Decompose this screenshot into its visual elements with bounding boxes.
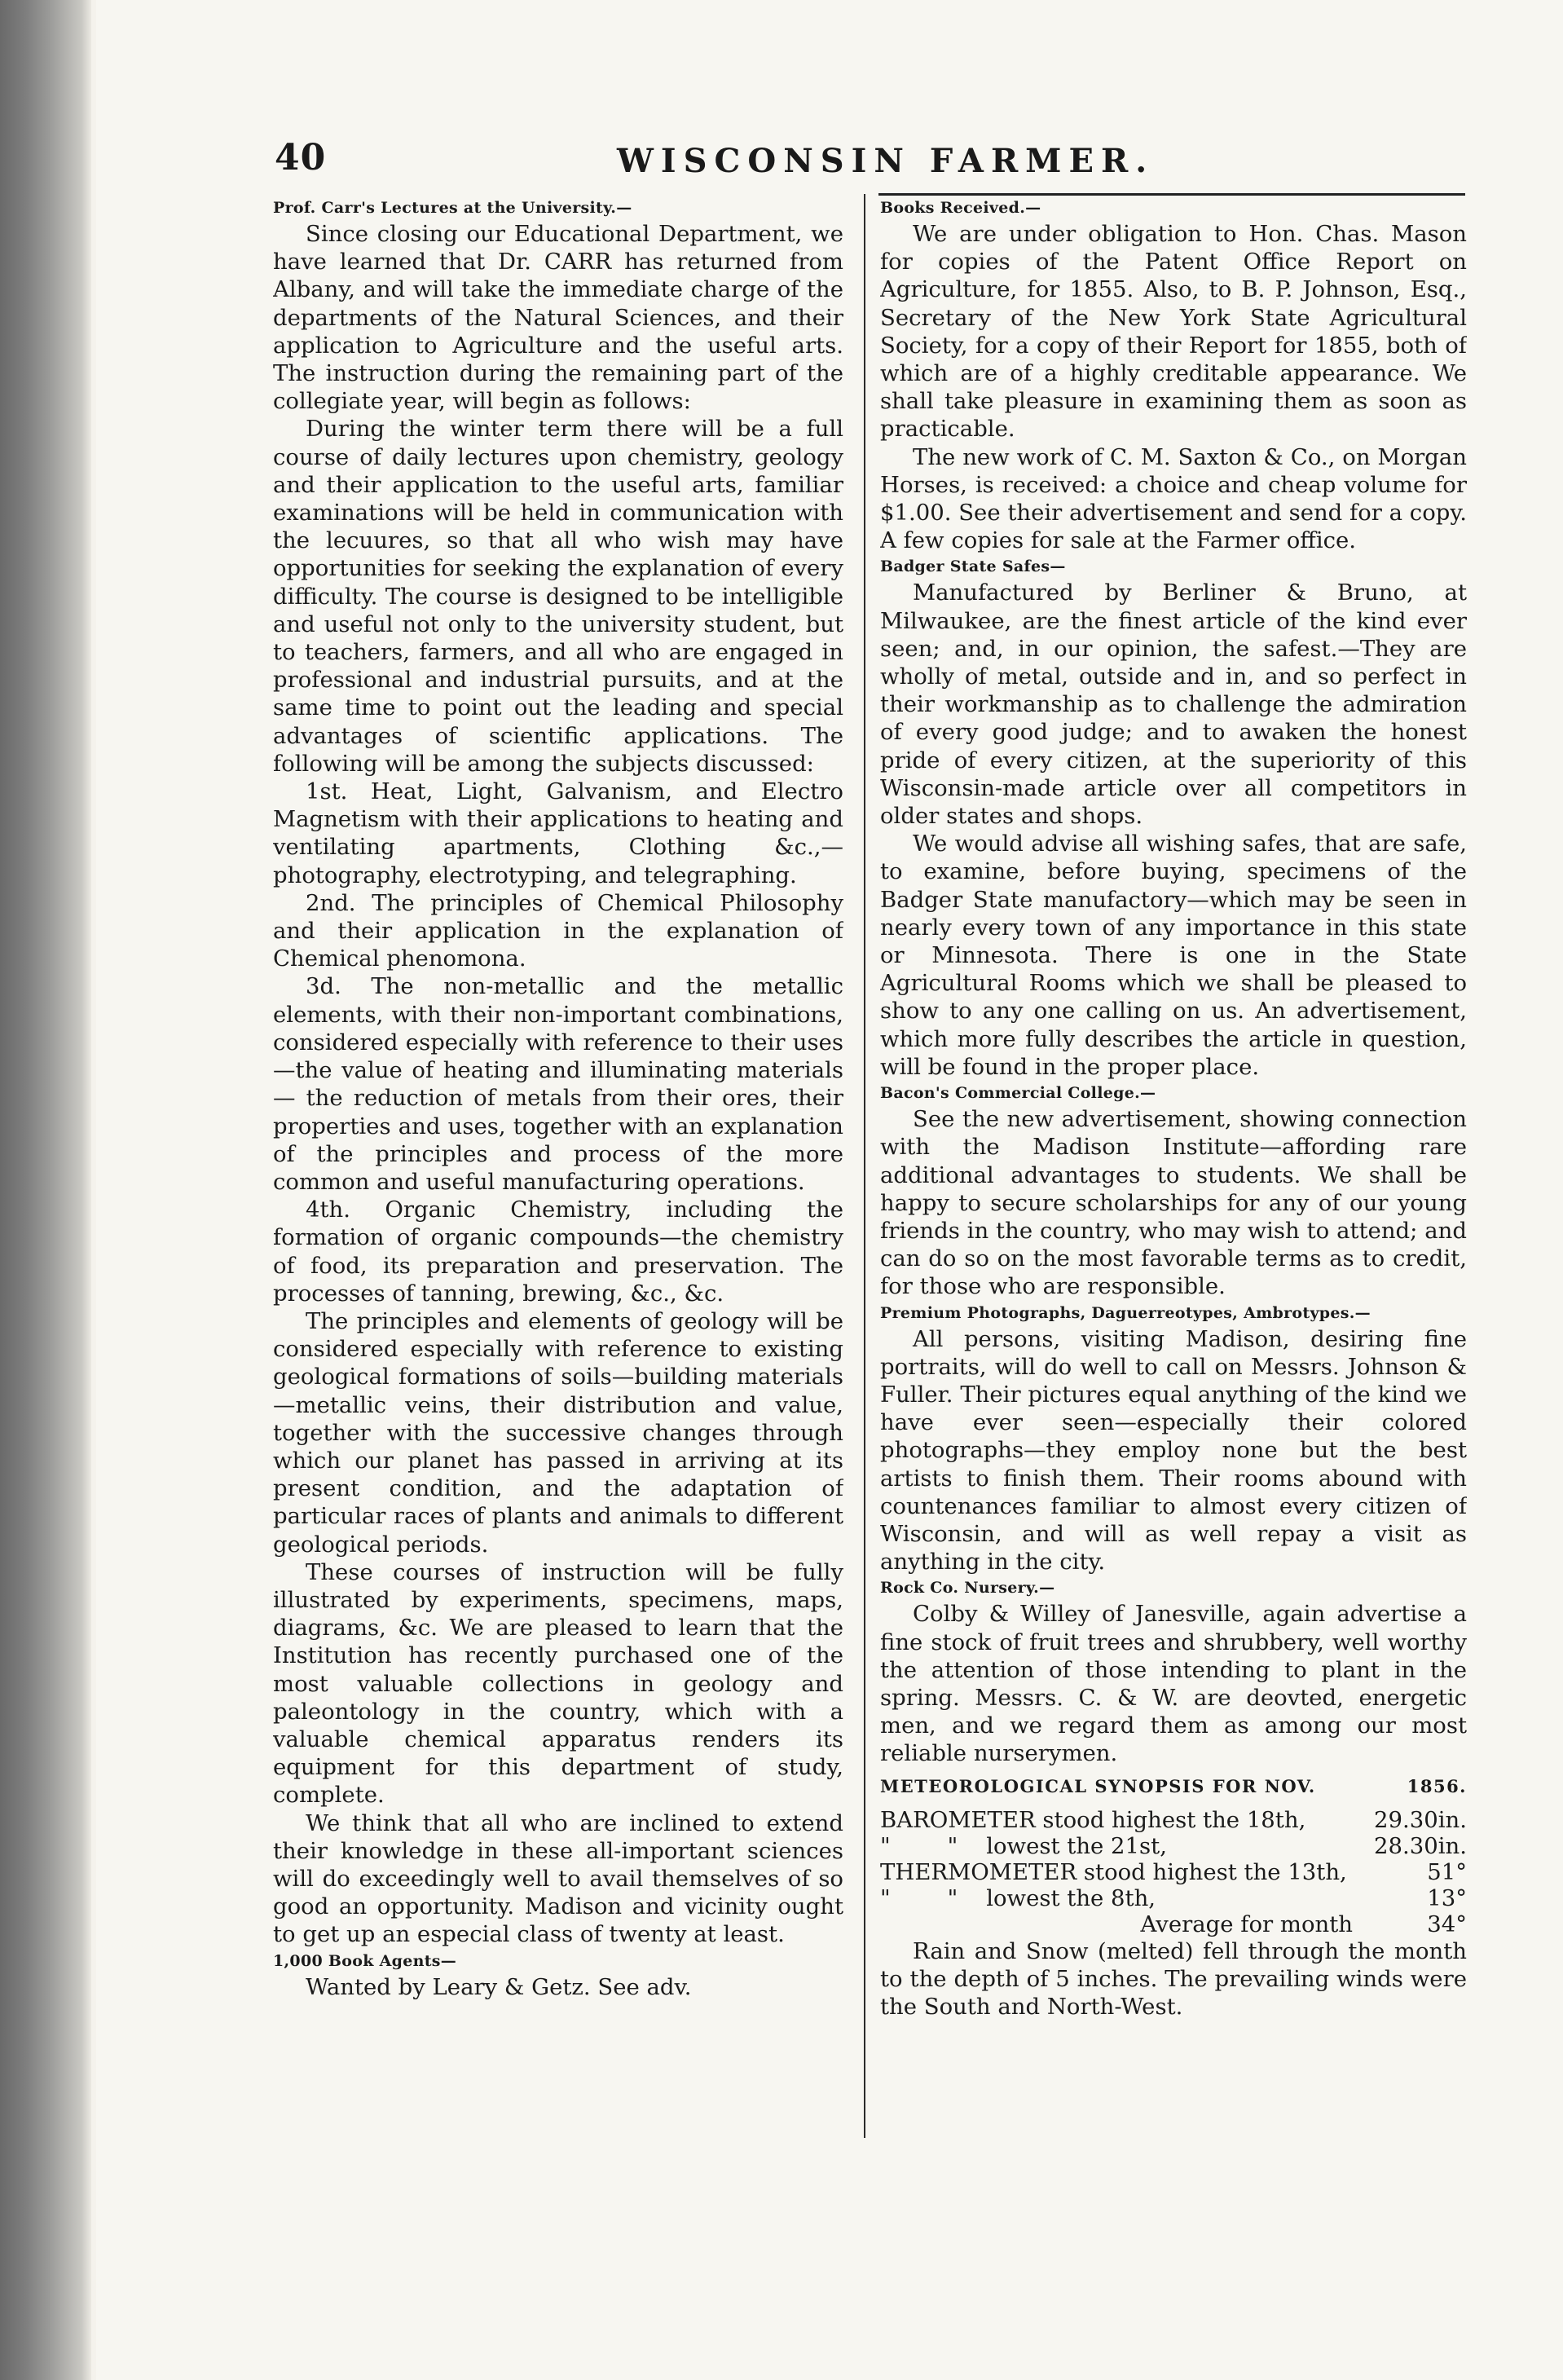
nursery-heading: Rock Co. Nursery.— — [880, 1579, 1055, 1598]
books-paragraph-1: We are under obligation to Hon. Chas. Mason for copies of the Patent Office Report on Agriculture, for 1855. Also, to B. P. Johnson, Esq., Secretary of the New York State Agricultural Society, for a copy of their Report for 1855, both of which are of a highly creditable appearance. We shall take pleasure in examining them as soon as practicable. — [880, 221, 1467, 443]
synopsis-row-label: BAROMETER stood highest the 18th, — [880, 1806, 1306, 1833]
synopsis-row-value: 34° — [1427, 1911, 1467, 1937]
carr-paragraph-3: 1st. Heat, Light, Galvanism, and Electro Magnetism with their applications to heating and ventilating apartments, Clothing &c.,—photography, electrotyping, and telegraphing. — [273, 778, 843, 888]
left-column — [273, 196, 843, 2152]
carr-paragraph-8: These courses of instruction will be fully illustrated by experiments, specimens, maps, diagrams, &c. We are pleased to learn that the Institution has recently purchased one of the most valuable collections in geology and paleontology in the country, which with a valuable chemical apparatus renders its equipment for this department of study, complete. — [273, 1558, 843, 1809]
synopsis-paragraph: Rain and Snow (melted) fell through the month to the depth of 5 inches. The prevailing winds were the South and North-West. — [880, 1937, 1467, 2021]
synopsis-row-value: 29.30in. — [1374, 1806, 1467, 1833]
page-header — [275, 137, 1464, 186]
carr-paragraph-6: 4th. Organic Chemistry, including the formation of organic compounds—the chemistry of food, its preparation and preservation. The processes of tanning, brewing, &c., &c. — [273, 1197, 843, 1307]
carr-paragraph-7: The principles and elements of geology will be considered especially with reference to existing geological formations of soils—building materials—metallic veins, their distribution and value, together with the successive changes through which our planet has passed in arriving at its present condition, and the adaptation of particular races of plants and animals to different geological periods. — [273, 1307, 843, 1558]
synopsis-row-value: 13° — [1427, 1884, 1467, 1911]
bacon-heading: Bacon's Commercial College.— — [880, 1084, 1156, 1103]
carr-paragraph-2: During the winter term there will be a full course of daily lectures upon chemistry, geology and their application to the useful arts, familiar examinations will be held in communication with the lecuures, so that all who wish may have opportunities for seeking the explanation of every difficulty. The course is designed to be intelligible and useful not only to the university student, but to teachers, farmers, and all who are engaged in professional and industrial pursuits, and at the same time to point out the leading and special advantages of scientific applications. The following will be among the subjects discussed: — [273, 416, 843, 777]
synopsis-row-value: 28.30in. — [1374, 1832, 1467, 1859]
carr-paragraph-9: We think that all who are inclined to extend their knowledge in these all-important sciences will do exceedingly well to avail themselves of so good an opportunity. Madison and vicinity ought to get up an especial class of twenty at least. — [273, 1809, 843, 1948]
synopsis-row-label: THERMOMETER stood highest the 13th, — [880, 1858, 1347, 1885]
carr-paragraph-5: 3d. The non-metallic and the metallic elements, with their non-important combinations, considered especially with reference to their uses—the value of heating and illuminating materials — the reduction of metals from their ores, their properties and uses, together with an explanation of the principles and process of the more common and useful manufacturing operations. — [273, 973, 843, 1195]
carr-paragraph-1: Since closing our Educational Department, we have learned that Dr. CARR has returned from Albany, and will take the immediate charge of the departments of the Natural Sciences, and their application to Agriculture and the useful arts. The instruction during the remaining part of the collegiate year, will begin as follows: — [273, 221, 843, 415]
synopsis-row — [880, 1885, 1467, 1911]
synopsis-table — [880, 1807, 1467, 1937]
safes-heading: Badger State Safes— — [880, 558, 1066, 576]
photos-heading: Premium Photographs, Daguerreotypes, Ambrotypes.— — [880, 1303, 1371, 1322]
right-column — [880, 196, 1467, 2152]
synopsis-year: 1856. — [1407, 1775, 1467, 1796]
book-binding-edge — [0, 0, 91, 2380]
synopsis-title-text: METEOROLOGICAL SYNOPSIS FOR NOV. — [880, 1775, 1316, 1796]
synopsis-row-label: Average for month — [1140, 1911, 1353, 1937]
synopsis-title — [880, 1773, 1467, 1800]
agents-heading: 1,000 Book Agents— — [273, 1951, 457, 1970]
synopsis-row — [880, 1859, 1467, 1885]
safes-paragraph-1: Manufactured by Berliner & Bruno, at Milwaukee, are the finest article of the kind ever seen; and, in our opinion, the safest.—They are wholly of metal, outside and in, and so perfect in their workmanship as to challenge the admiration of every good judge; and to awaken the honest pride of every citizen, at the superiority of this Wisconsin-made article over all competitors in older states and shops. — [880, 580, 1467, 830]
synopsis-row — [880, 1911, 1467, 1937]
bacon-paragraph-1: See the new advertisement, showing connection with the Madison Institute—affording rare additional advantages to students. We shall be happy to secure scholarships for any of our young friends in the country, who may wish to attend; and can do so on the most favorable terms as to credit, for those who are responsible. — [880, 1106, 1467, 1300]
safes-paragraph-2: We would advise all wishing safes, that are safe, to examine, before buying, specimens of the Badger State manufactory—which may be seen in nearly every town of any importance in this state or Minnesota. There is one in the State Agricultural Rooms which we shall be pleased to show to any one calling on us. An advertisement, which more fully describes the article in question, will be found in the proper place. — [880, 831, 1467, 1080]
synopsis-row — [880, 1807, 1467, 1833]
carr-paragraph-4: 2nd. The principles of Chemical Philosophy and their application in the explanation of Chemical phenomona. — [273, 889, 843, 972]
agents-text: Wanted by Leary & Getz. See adv. — [306, 1973, 692, 2000]
synopsis-row-value: 51° — [1427, 1858, 1467, 1885]
carr-heading: Prof. Carr's Lectures at the University.— — [273, 199, 632, 217]
running-head: WISCONSIN FARMER. — [617, 142, 1155, 180]
page-number: 40 — [275, 137, 327, 178]
books-heading: Books Received.— — [880, 199, 1041, 217]
synopsis-row-label: " " lowest the 8th, — [880, 1884, 1156, 1911]
photos-paragraph-1: All persons, visiting Madison, desiring fine portraits, will do well to call on Messrs. Johnson & Fuller. Their pictures equal anything of the kind we have ever seen—especially their colored photographs—they employ none but the best artists to finish them. Their rooms abound with countenances familiar to almost every citizen of Wisconsin, and will as well repay a visit as anything in the city. — [880, 1325, 1467, 1576]
column-divider — [864, 194, 865, 2138]
books-paragraph-2: The new work of C. M. Saxton & Co., on Morgan Horses, is received: a choice and cheap volume for $1.00. See their advertisement and send for a copy. A few copies for sale at the Farmer office. — [880, 443, 1467, 554]
synopsis-row-label: " " lowest the 21st, — [880, 1832, 1167, 1859]
synopsis-row — [880, 1833, 1467, 1859]
nursery-paragraph-1: Colby & Willey of Janesville, again advertise a fine stock of fruit trees and shrubbery, well worthy the attention of those intending to plant in the spring. Messrs. C. & W. are deovted, energetic men, and we regard them as among our most reliable nurserymen. — [880, 1601, 1467, 1767]
